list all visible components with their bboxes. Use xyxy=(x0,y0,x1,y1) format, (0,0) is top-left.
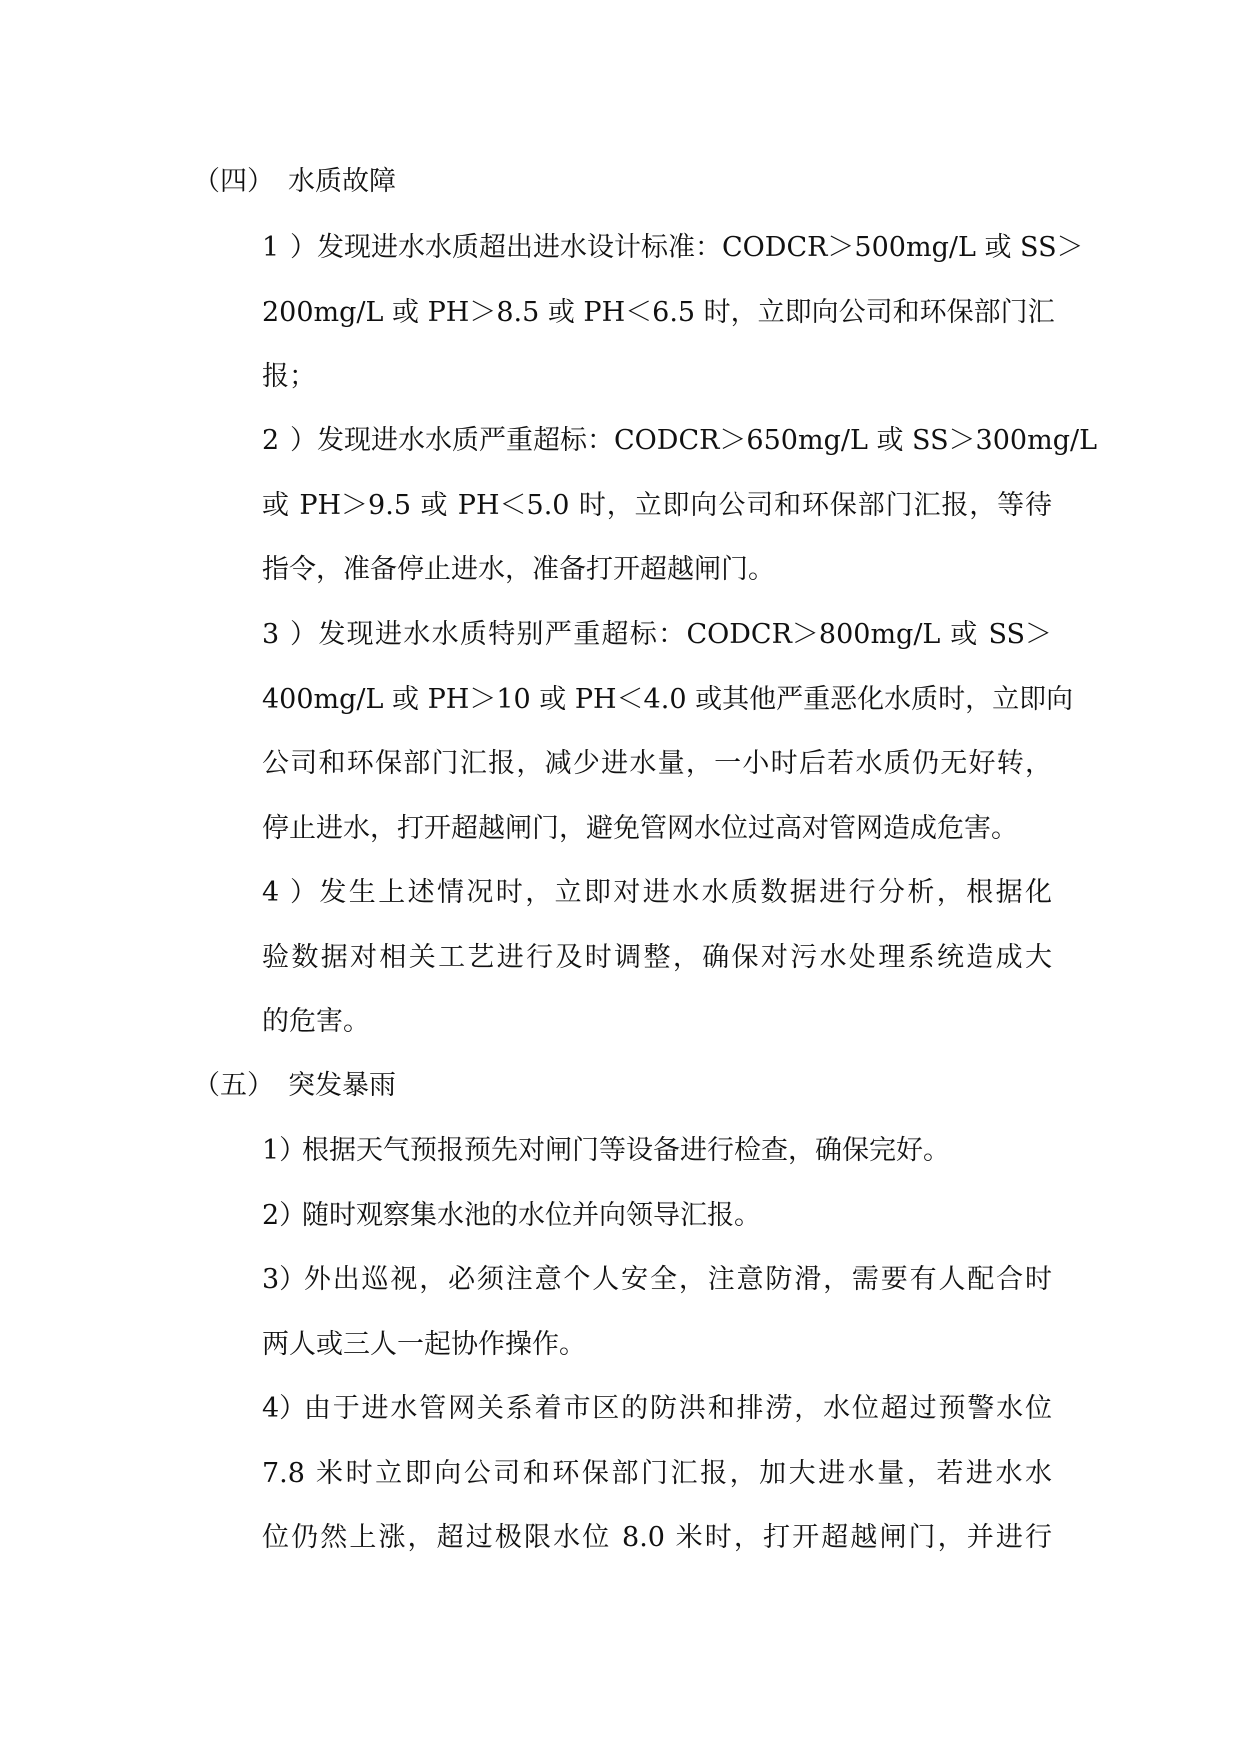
item-line: 的危害。 xyxy=(262,1006,370,1037)
item-line: 400mg/L 或 PH＞10 或 PH＜4.0 或其他严重恶化水质时，立即向 xyxy=(262,683,1074,715)
section-heading-4 xyxy=(193,162,396,202)
item-line xyxy=(262,1389,1052,1454)
item-line: 停止进水，打开超越闸门，避免管网水位过高对管网造成危害。 xyxy=(262,812,1018,844)
list-item xyxy=(262,1260,1052,1389)
section-number: （四） xyxy=(193,166,274,197)
section-title: 水质故障 xyxy=(288,166,396,197)
section-title: 突发暴雨 xyxy=(288,1070,396,1101)
item-marker: 2） xyxy=(262,425,317,456)
item-marker: 3） xyxy=(262,619,317,650)
item-marker: 2） xyxy=(262,1200,307,1231)
list-item xyxy=(262,228,1084,422)
item-line: 报； xyxy=(262,361,316,392)
item-line: 位仍然上涨，超过极限水位 8.0 米时，打开超越闸门，并进行 xyxy=(262,1522,1052,1553)
section-heading-5 xyxy=(193,1066,396,1106)
list-item xyxy=(262,1131,1052,1196)
item-text: 由于进水管网关系着市区的防洪和排涝，水位超过预警水位 xyxy=(302,1393,1052,1424)
item-text: 根据天气预报预先对闸门等设备进行检查，确保完好。 xyxy=(302,1135,950,1166)
item-text: 外出巡视，必须注意个人安全，注意防滑，需要有人配合时 xyxy=(302,1264,1052,1295)
item-line xyxy=(262,615,1052,680)
list-item xyxy=(262,1389,1052,1583)
item-line xyxy=(262,1196,1052,1261)
item-line: 200mg/L 或 PH＞8.5 或 PH＜6.5 时，立即向公司和环保部门汇 xyxy=(262,296,1055,328)
list-item xyxy=(262,873,1052,1067)
item-line: 7.8 米时立即向公司和环保部门汇报，加大进水量，若进水水 xyxy=(262,1457,1052,1489)
item-marker: 1） xyxy=(262,232,317,263)
item-marker: 1） xyxy=(262,1135,307,1166)
item-line: 或 PH＞9.5 或 PH＜5.0 时，立即向公司和环保部门汇报，等待 xyxy=(262,489,1052,521)
item-text: 发生上述情况时，立即对进水水质数据进行分析，根据化 xyxy=(317,877,1052,908)
item-line xyxy=(262,228,1084,293)
item-line: 公司和环保部门汇报，减少进水量，一小时后若水质仍无好转， xyxy=(262,748,1052,779)
list-item xyxy=(262,1196,1052,1261)
item-line: 两人或三人一起协作操作。 xyxy=(262,1328,586,1360)
item-line xyxy=(262,873,1052,938)
item-text: 发现进水水质超出进水设计标准：CODCR＞500mg/L 或 SS＞ xyxy=(317,232,1084,263)
item-text: 随时观察集水池的水位并向领导汇报。 xyxy=(302,1200,761,1231)
item-line: 验数据对相关工艺进行及时调整，确保对污水处理系统造成大 xyxy=(262,941,1052,973)
item-text: 发现进水水质特别严重超标：CODCR＞800mg/L 或 SS＞ xyxy=(317,619,1052,650)
list-item xyxy=(262,421,1098,615)
item-marker: 3） xyxy=(262,1264,307,1295)
item-marker: 4） xyxy=(262,877,317,908)
item-marker: 4） xyxy=(262,1393,307,1424)
item-text: 发现进水水质严重超标：CODCR＞650mg/L 或 SS＞300mg/L xyxy=(317,425,1098,456)
item-line xyxy=(262,1131,1052,1196)
item-line xyxy=(262,1260,1052,1325)
list-item xyxy=(262,615,1074,873)
item-line xyxy=(262,421,1098,486)
item-line: 指令，准备停止进水，准备打开超越闸门。 xyxy=(262,554,775,585)
section-number: （五） xyxy=(193,1070,274,1101)
